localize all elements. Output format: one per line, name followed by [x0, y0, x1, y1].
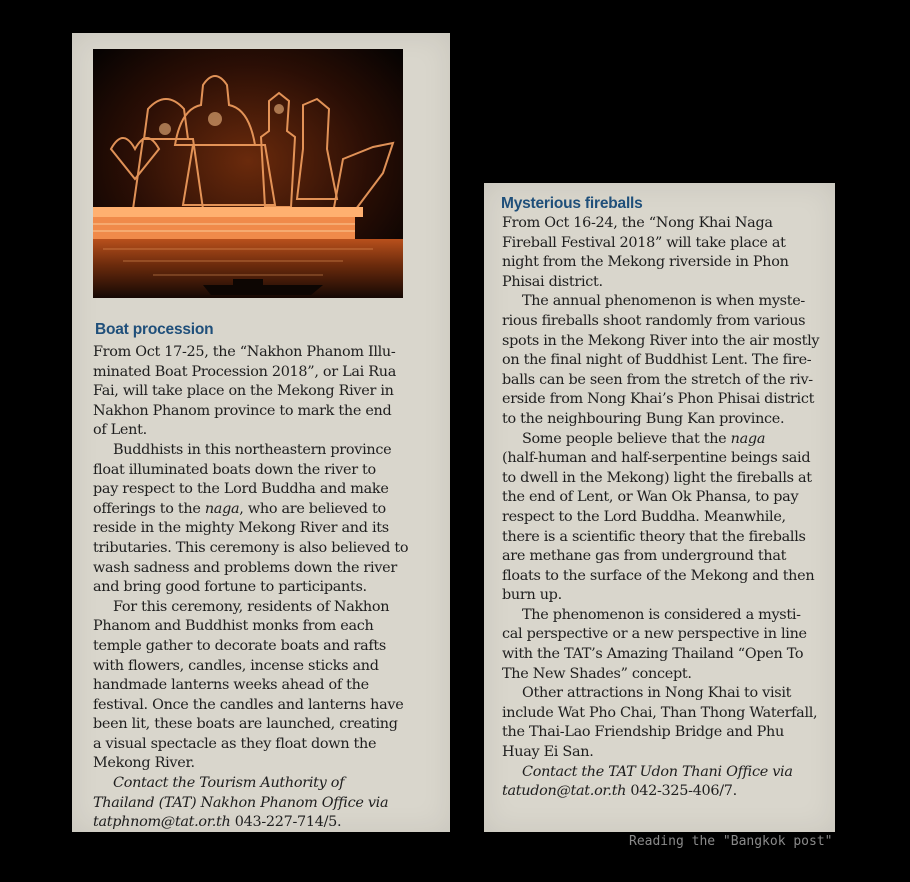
text-line: The annual phenomenon is when myste-: [522, 293, 805, 310]
text-line: Phanom and Buddhist monks from each: [93, 618, 374, 635]
text-line: spots in the Mekong River into the air mostly: [502, 332, 820, 349]
text-segment: offerings to the: [93, 500, 205, 517]
text-line: festival. Once the candles and lanterns have: [93, 696, 404, 713]
text-line: Other attractions in Nong Khai to visit: [522, 685, 792, 702]
article-heading: Boat procession: [95, 321, 214, 338]
text-line: cal perspective or a new perspective in line: [502, 626, 807, 643]
text-line: pay respect to the Lord Buddha and make: [93, 481, 389, 498]
text-line: For this ceremony, residents of Nakhon: [113, 598, 390, 615]
text-line: to dwell in the Mekong) light the fireballs at: [502, 469, 812, 486]
text-line: of Lent.: [93, 422, 147, 439]
text-line: Phisai district.: [502, 273, 603, 290]
text-line: minated Boat Procession 2018”, or Lai Rua: [93, 363, 396, 380]
text-line: include Wat Pho Chai, Than Thong Waterfall,: [502, 704, 818, 721]
text-line: the end of Lent, or Wan Ok Phansa, to pay: [502, 489, 799, 506]
text-line: a visual spectacle as they float down the: [93, 735, 377, 752]
text-line: wash sadness and problems down the river: [93, 559, 397, 576]
text-line: The phenomenon is considered a mysti-: [522, 606, 801, 623]
text-line: handmade lanterns weeks ahead of the: [93, 677, 369, 694]
text-line: Buddhists in this northeastern province: [113, 441, 392, 458]
article-clipping-right: [484, 183, 835, 832]
italic-text: tatudon@tat.or.th: [502, 783, 627, 800]
text-line: Mekong River.: [93, 755, 195, 772]
text-line: burn up.: [502, 587, 562, 604]
article-clipping-left: [72, 33, 450, 832]
text-line: [93, 500, 408, 520]
text-segment: 042-325-406/7.: [626, 783, 737, 800]
italic-text: naga: [730, 430, 766, 447]
text-line: The New Shades” concept.: [502, 665, 692, 682]
text-line: on the final night of Buddhist Lent. The fire-: [502, 352, 812, 369]
text-line: are methane gas from underground that: [502, 548, 787, 565]
article-heading: Mysterious fireballs: [501, 195, 643, 212]
text-line: From Oct 17-25, the “Nakhon Phanom Illu-: [93, 344, 396, 360]
text-line: Contact the TAT Udon Thani Office via: [522, 763, 793, 780]
text-line: Nakhon Phanom province to mark the end: [93, 402, 392, 419]
article-body: [502, 214, 819, 802]
text-line: From Oct 16-24, the “Nong Khai Naga: [502, 215, 773, 231]
italic-text: naga: [204, 500, 240, 517]
text-line: been lit, these boats are launched, creating: [93, 716, 398, 733]
text-line: Contact the Tourism Authority of: [113, 775, 345, 792]
text-line: [93, 813, 408, 833]
text-line: night from the Mekong riverside in Phon: [502, 254, 789, 271]
text-line: Fai, will take place on the Mekong River in: [93, 383, 394, 400]
text-line: there is a scientific theory that the fireballs: [502, 528, 806, 545]
image-caption: Reading the "Bangkok post": [629, 834, 833, 849]
text-line: float illuminated boats down the river to: [93, 461, 376, 478]
text-line: and bring good fortune to participants.: [93, 579, 367, 596]
text-line: erside from Nong Khai’s Phon Phisai district: [502, 391, 815, 408]
text-line: tributaries. This ceremony is also believed to: [93, 539, 409, 556]
text-line: with the TAT’s Amazing Thailand “Open To: [502, 646, 804, 663]
text-line: floats to the surface of the Mekong and then: [502, 567, 815, 584]
text-line: with flowers, candles, incense sticks and: [93, 657, 379, 674]
text-line: to the neighbouring Bung Kan province.: [502, 410, 785, 427]
text-line: temple gather to decorate boats and rafts: [93, 637, 386, 654]
text-line: respect to the Lord Buddha. Meanwhile,: [502, 508, 786, 525]
text-line: Fireball Festival 2018” will take place at: [502, 234, 786, 251]
illuminated-boat-photo: [93, 49, 403, 298]
text-line: (half-human and half-serpentine beings said: [502, 450, 811, 467]
text-line: Thailand (TAT) Nakhon Phanom Office via: [93, 794, 389, 811]
text-line: reside in the mighty Mekong River and its: [93, 520, 389, 537]
text-line: [502, 782, 819, 802]
text-line: Huay Ei San.: [502, 744, 594, 761]
text-segment: , who are believed to: [239, 500, 386, 517]
text-line: the Thai-Lao Friendship Bridge and Phu: [502, 724, 784, 741]
text-segment: 043-227-714/5.: [230, 814, 342, 831]
italic-text: tatphnom@tat.or.th: [93, 814, 231, 831]
text-line: rious fireballs shoot randomly from various: [502, 312, 806, 329]
article-body: [93, 343, 408, 833]
text-line: [502, 430, 819, 450]
text-segment: Some people believe that the: [522, 430, 731, 447]
text-line: balls can be seen from the stretch of the riv-: [502, 371, 813, 388]
